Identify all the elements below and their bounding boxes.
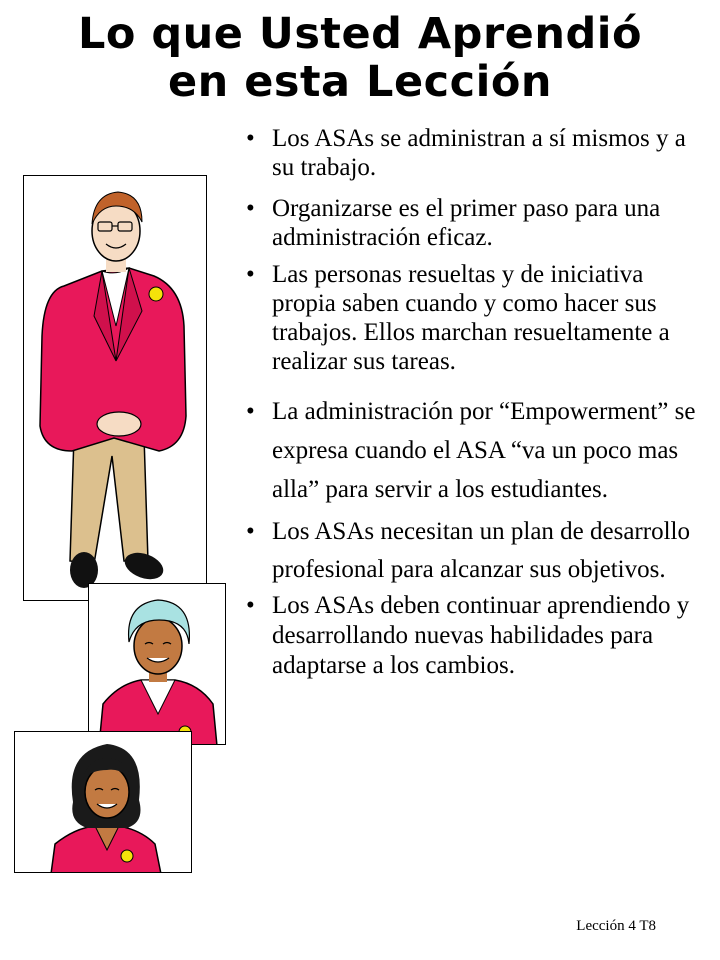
girl-illustration-frame — [14, 731, 192, 873]
bullet-item: • Los ASAs deben continuar aprendiendo y desarrollando nuevas habilidades para adaptarse a los cambios. — [244, 591, 704, 681]
girl-clipart-icon — [15, 732, 192, 873]
man-clipart-icon — [24, 176, 207, 601]
bullet-item: • Los ASAs necesitan un plan de desarrollo profesional para alcanzar sus objetivos. — [244, 513, 704, 589]
slide-footer-label: Lección 4 T8 — [576, 918, 656, 934]
bullet-item: • Las personas resueltas y de iniciativa propia saben cuando y como hacer sus trabajos. Ellos marchan resueltamente a realizar sus tareas. — [244, 260, 704, 376]
woman-illustration-frame — [88, 583, 226, 745]
man-illustration-frame — [23, 175, 207, 601]
bullet-item: • Organizarse es el primer paso para una administración eficaz. — [244, 194, 704, 252]
bullet-item: • Los ASAs se administran a sí mismos y a su trabajo. — [244, 124, 704, 182]
title-line-2: en esta Lección — [168, 57, 552, 107]
summary-bullet-list — [244, 124, 704, 681]
woman-clipart-icon — [89, 584, 226, 745]
title-line-1: Lo que Usted Aprendió — [77, 9, 643, 59]
page-title — [0, 10, 720, 106]
bullet-item: • La administración por “Empowerment” se expresa cuando el ASA “va un poco mas alla” para servir a los estudiantes. — [244, 392, 704, 509]
